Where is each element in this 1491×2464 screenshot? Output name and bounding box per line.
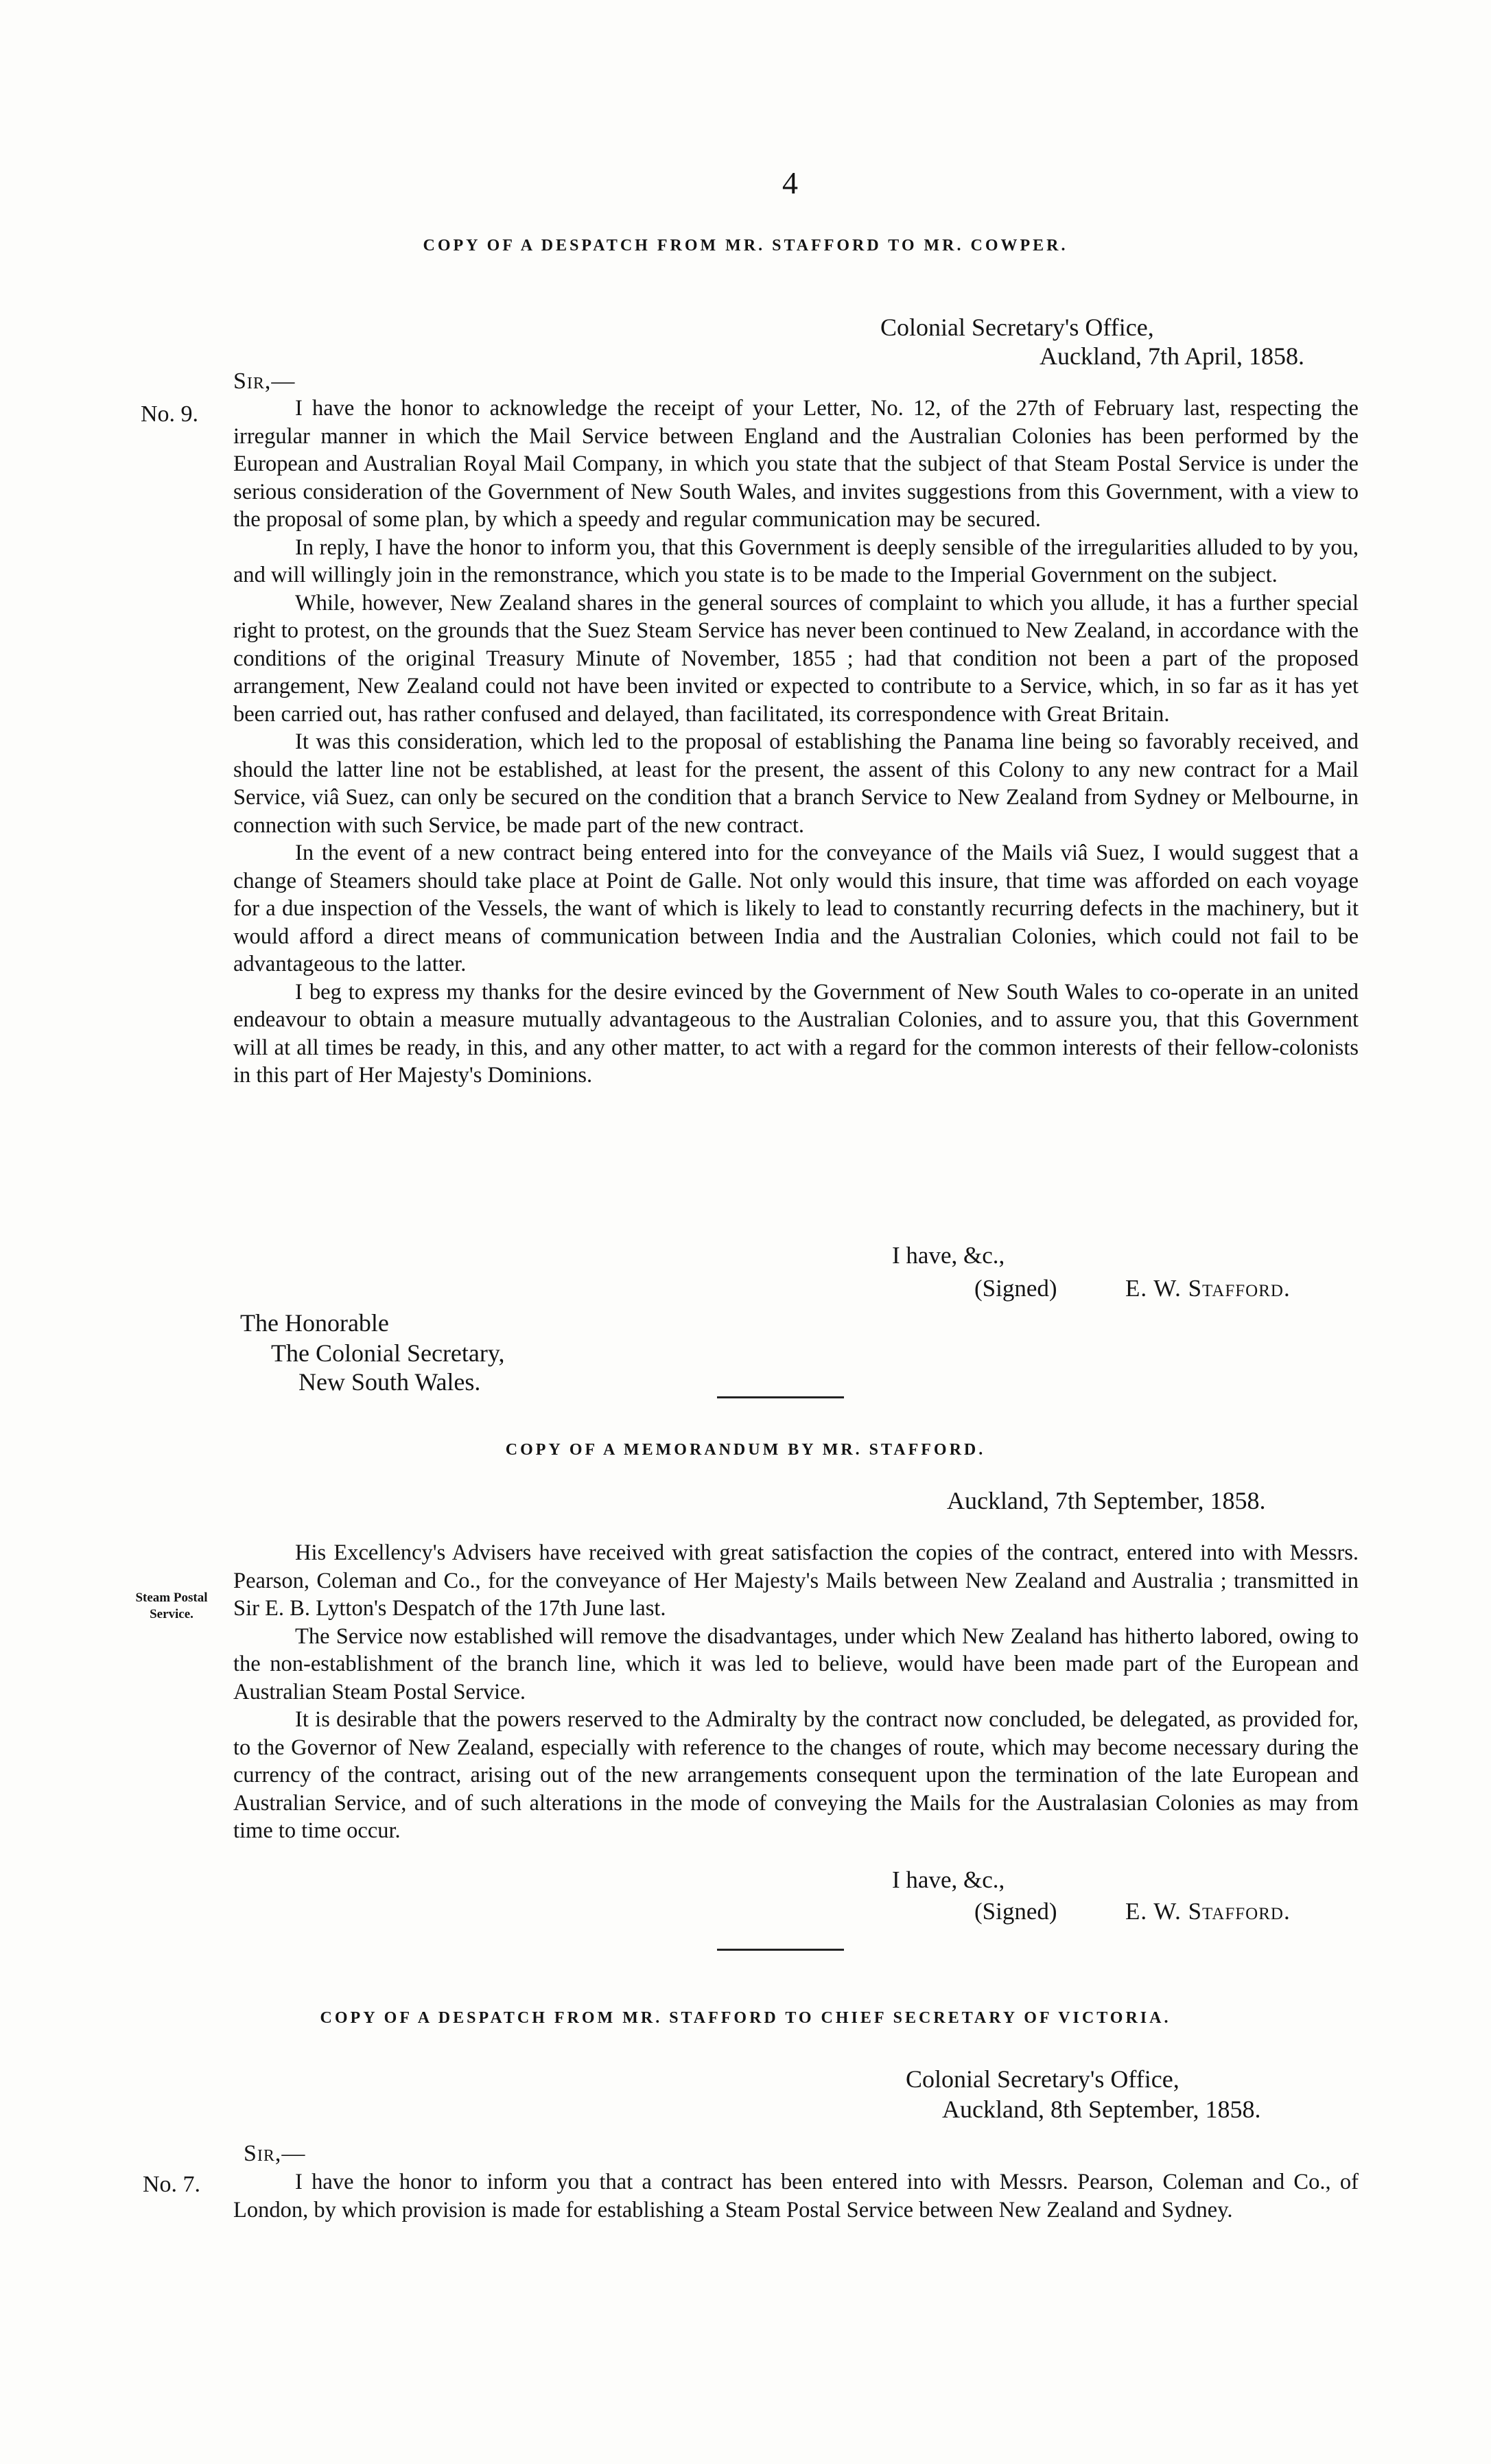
despatch-heading-cowper: COPY OF A DESPATCH FROM MR. STAFFORD TO MR. COWPER. xyxy=(423,237,1068,255)
recipient-line2: The Colonial Secretary, xyxy=(271,1339,505,1367)
paragraph: I have the honor to inform you that a contract has been entered into with Messrs. Pearson, Coleman and Co., of London, by which provision is made for establishing a Steam Postal Service between New Zealand and Sydney. xyxy=(233,2170,1359,2222)
office-address-line1: Colonial Secretary's Office, xyxy=(880,314,1154,341)
despatch-heading-victoria: COPY OF A DESPATCH FROM MR. STAFFORD TO CHIEF SECRETARY OF VICTORIA. xyxy=(320,2009,1171,2027)
signed-label: (Signed) xyxy=(974,1898,1057,1925)
recipient-line3: New South Wales. xyxy=(298,1368,481,1396)
office-address-line2: Auckland, 7th April, 1858. xyxy=(1040,342,1304,370)
margin-reference-no9: No. 9. xyxy=(141,401,199,427)
memorandum-body xyxy=(233,1539,1359,1845)
office-address-line2: Auckland, 8th September, 1858. xyxy=(942,2096,1261,2123)
closing-phrase: I have, &c., xyxy=(892,1242,1005,1269)
despatch-body-victoria xyxy=(233,2168,1359,2224)
paragraph: In the event of a new contract being entered into for the conveyance of the Mails viâ Suez, I would suggest that a change of Steamers should take place at Point de Galle. Not only would this insure, that time was afforded on each voyage for a due inspection of the Vessels, the want of which is likely to lead to constantly recurring defects in the machinery, but it would afford a direct means of communication between India and the Australian Colonies, which could not fail to be advantageous to the latter. xyxy=(233,841,1359,976)
despatch-body-cowper xyxy=(233,395,1359,1090)
salutation: Sir,— xyxy=(233,368,296,394)
margin-reference-no7: No. 7. xyxy=(143,2172,201,2197)
signature: E. W. Stafford. xyxy=(1125,1898,1291,1925)
margin-note-line1: Steam Postal xyxy=(135,1591,208,1605)
signature: E. W. Stafford. xyxy=(1125,1275,1291,1302)
paragraph: The Service now established will remove the disadvantages, under which New Zealand has hitherto labored, owing to the non-establishment of the branch line, which it was led to believe, would have been made part of the European and Australian Steam Postal Service. xyxy=(233,1623,1359,1704)
margin-note-line2: Service. xyxy=(150,1607,193,1621)
salutation: Sir,— xyxy=(244,2141,306,2166)
paragraph: It was this consideration, which led to the proposal of establishing the Panama line being so favorably received, and should the latter line not be established, at least for the present, the assent of this Colony to any new contract for a Mail Service, viâ Suez, can only be secured on the condition that a branch Service to New Zealand from Sydney or Melbourne, in connection with such Service, be made part of the new contract. xyxy=(233,729,1359,838)
memorandum-date: Auckland, 7th September, 1858. xyxy=(947,1487,1266,1514)
paragraph: It is desirable that the powers reserved to the Admiralty by the contract now concluded, be delegated, as provided for, to the Governor of New Zealand, especially with reference to the changes of route, which may become necessary during the currency of the contract, arising out of the new arrangements consequent upon the termination of the late European and Australian Service, and of such alterations in the mode of conveying the Mails for the Australasian Colonies as may from time to time occur. xyxy=(233,1707,1359,1843)
paragraph: His Excellency's Advisers have received with great satisfaction the copies of the contract, entered into with Messrs. Pearson, Coleman and Co., for the conveyance of Her Majesty's Mails between New Zealand and Australia ; transmitted in Sir E. B. Lytton's Despatch of the 17th June last. xyxy=(233,1540,1359,1621)
memorandum-heading: COPY OF A MEMORANDUM BY MR. STAFFORD. xyxy=(505,1441,986,1459)
section-divider xyxy=(717,1396,844,1398)
page-number: 4 xyxy=(782,165,798,200)
paragraph: In reply, I have the honor to inform you, that this Government is deeply sensible of the irregularities alluded to by you, and will willingly join in the remonstrance, which you state is to be made to the Imperial Government on the subject. xyxy=(233,535,1359,587)
paragraph: I have the honor to acknowledge the receipt of your Letter, No. 12, of the 27th of February last, respecting the irregular manner in which the Mail Service between England and the Australian Colonies has been performed by the European and Australian Royal Mail Company, in which you state that the subject of that Steam Postal Service is under the serious consideration of the Government of New South Wales, and invites suggestions from this Government, with a view to the proposal of some plan, by which a speedy and regular communication may be secured. xyxy=(233,396,1359,532)
office-address-line1: Colonial Secretary's Office, xyxy=(906,2065,1179,2093)
margin-note-steam-postal xyxy=(124,1590,220,1623)
paragraph: While, however, New Zealand shares in the general sources of complaint to which you allude, it has a further special right to protest, on the grounds that the Suez Steam Service has never been continued to New Zealand, in accordance with the conditions of the original Treasury Minute of November, 1855 ; had that condition not been a part of the proposed arrangement, New Zealand could not have been invited or expected to contribute to a Service, which, in so far as it has yet been carried out, has rather confused and delayed, than facilitated, its correspondence with Great Britain. xyxy=(233,590,1359,727)
signed-label: (Signed) xyxy=(974,1275,1057,1302)
paragraph: I beg to express my thanks for the desire evinced by the Government of New South Wales to co-operate in an united endeavour to obtain a measure mutually advantageous to the Australian Colonies, and to assure you, that this Government will at all times be ready, in this, and any other matter, to act with a regard for the common interests of their fellow-colonists in this part of Her Majesty's Dominions. xyxy=(233,979,1359,1088)
section-divider xyxy=(717,1949,844,1951)
closing-phrase: I have, &c., xyxy=(892,1866,1005,1893)
recipient-line1: The Honorable xyxy=(240,1309,389,1337)
